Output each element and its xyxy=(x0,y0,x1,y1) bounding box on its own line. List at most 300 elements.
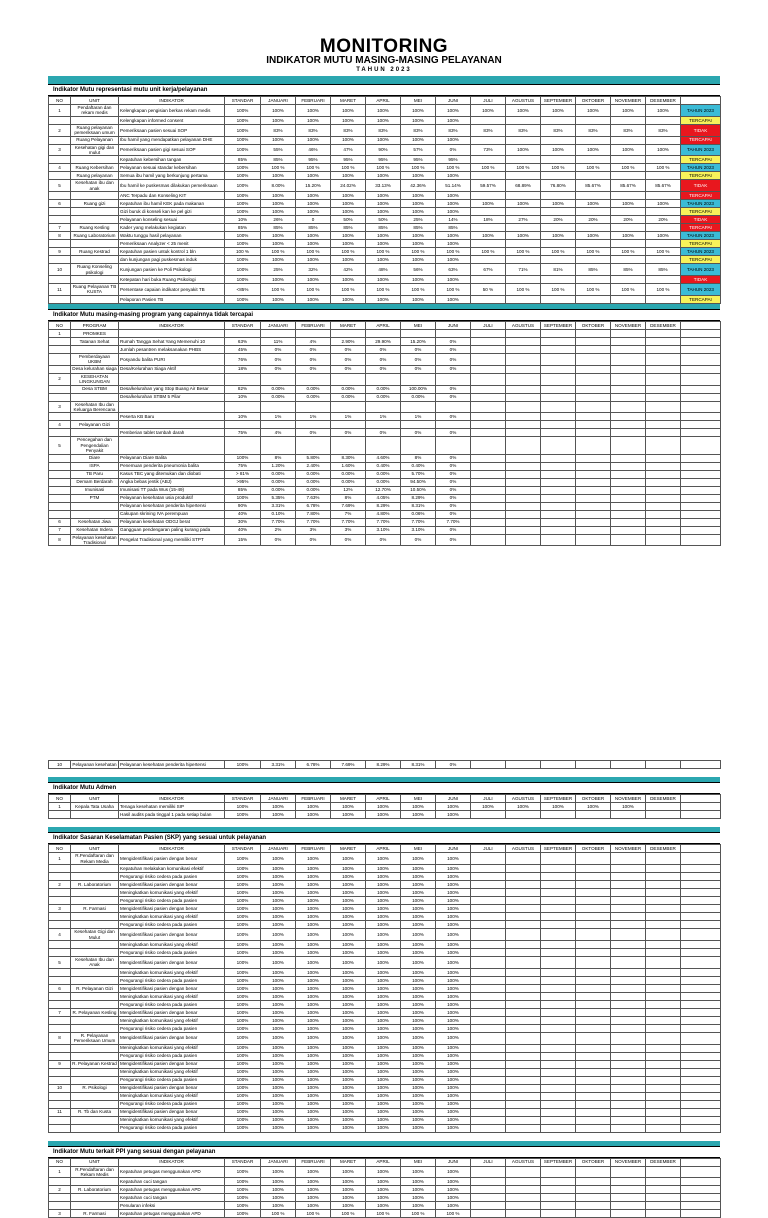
cell-month-value: 100% xyxy=(401,873,436,881)
cell-month-value: 0% xyxy=(366,365,401,373)
cell-month-value xyxy=(541,1084,576,1092)
cell-month-value xyxy=(471,437,506,454)
cell-unit xyxy=(71,1202,119,1210)
cell-month-value: 100% xyxy=(366,984,401,992)
cell-unit: R. Pelayanan Gizi xyxy=(71,984,119,992)
cell-month-value: 100% xyxy=(261,1100,296,1108)
cell-month-value: 100% xyxy=(366,992,401,1000)
cell-month-value: 100% xyxy=(576,200,611,208)
cell-month-value xyxy=(541,905,576,913)
cell-month-value: 100% xyxy=(436,968,471,976)
cell-month-value: 0.00% xyxy=(296,385,331,393)
cell-month-value: 100% xyxy=(436,240,471,248)
cell-month-value xyxy=(611,921,646,929)
cell-month-value: 100% xyxy=(331,1008,366,1016)
cell-month-value xyxy=(576,136,611,144)
status-badge xyxy=(681,385,721,393)
cell-month-value xyxy=(541,454,576,462)
table-row xyxy=(49,803,721,811)
cell-month-value: 100% xyxy=(296,1084,331,1092)
cell-month-value: 100 % xyxy=(541,164,576,172)
col-header-month: APRIL xyxy=(366,97,401,105)
table-row xyxy=(49,534,721,546)
cell-month-value xyxy=(646,853,681,865)
table-row xyxy=(49,385,721,393)
cell-unit xyxy=(71,811,119,819)
cell-month-value: 100% xyxy=(296,1166,331,1178)
cell-indikator xyxy=(119,373,225,385)
table-row xyxy=(49,365,721,373)
cell-month-value: 100% xyxy=(436,1194,471,1202)
cell-month-value: 8.00% xyxy=(261,180,296,192)
cell-month-value: 100% xyxy=(296,897,331,905)
cell-standar xyxy=(225,421,261,429)
cell-month-value: 100% xyxy=(401,865,436,873)
cell-unit xyxy=(71,216,119,224)
cell-month-value xyxy=(576,865,611,873)
cell-indikator: Hasil audits pada tinggal 1 pada setiap bulan xyxy=(119,811,225,819)
cell-month-value: 100% xyxy=(331,192,366,200)
cell-standar: 100% xyxy=(225,105,261,117)
cell-month-value: 100% xyxy=(296,105,331,117)
cell-month-value: 100% xyxy=(576,105,611,117)
cell-no xyxy=(49,413,71,421)
cell-month-value: 100% xyxy=(366,1008,401,1016)
cell-month-value: 0% xyxy=(436,494,471,502)
cell-standar: 76% xyxy=(225,353,261,365)
cell-month-value xyxy=(611,276,646,284)
cell-month-value: 100% xyxy=(366,116,401,124)
cell-month-value: 100% xyxy=(611,105,646,117)
cell-month-value: 4% xyxy=(261,429,296,437)
cell-month-value: 100 % xyxy=(366,284,401,296)
cell-month-value: 100% xyxy=(296,940,331,948)
cell-standar: 85% xyxy=(225,486,261,494)
cell-unit xyxy=(71,1052,119,1060)
cell-month-value xyxy=(506,1068,541,1076)
cell-month-value xyxy=(611,224,646,232)
cell-indikator: Desa/kelurahan STBM 5 Pilar xyxy=(119,393,225,401)
cell-month-value: 100% xyxy=(331,1000,366,1008)
status-badge xyxy=(681,329,721,337)
col-header-month: DESEMBER xyxy=(646,795,681,803)
cell-month-value xyxy=(541,976,576,984)
cell-unit xyxy=(71,873,119,881)
cell-month-value xyxy=(541,502,576,510)
cell-month-value: 3.10% xyxy=(401,526,436,534)
cell-month-value: 100% xyxy=(436,105,471,117)
table-row xyxy=(49,1024,721,1032)
cell-prog xyxy=(71,413,119,421)
cell-month-value: 0% xyxy=(331,353,366,365)
status-badge xyxy=(681,1076,721,1084)
cell-month-value xyxy=(506,865,541,873)
cell-month-value: 100% xyxy=(366,240,401,248)
cell-month-value xyxy=(506,345,541,353)
cell-standar: 100% xyxy=(225,1186,261,1194)
cell-month-value xyxy=(541,240,576,248)
table-row xyxy=(49,295,721,303)
cell-month-value: 100% xyxy=(366,1076,401,1084)
cell-indikator: Pelayanan kesehatan penderita hipertensi xyxy=(119,761,225,769)
cell-month-value xyxy=(541,413,576,421)
cell-month-value: 100% xyxy=(296,256,331,264)
cell-month-value: 8.29% xyxy=(401,494,436,502)
cell-month-value xyxy=(471,1100,506,1108)
cell-month-value xyxy=(506,429,541,437)
cell-month-value: 100% xyxy=(331,889,366,897)
cell-month-value: 18% xyxy=(471,216,506,224)
cell-month-value: 83% xyxy=(261,124,296,136)
cell-indikator: Ibu hamil ke puskesmas dilakukan pemeriksaan xyxy=(119,180,225,192)
cell-unit xyxy=(71,1100,119,1108)
table-row xyxy=(49,518,721,526)
cell-month-value xyxy=(471,1044,506,1052)
col-header-month: JUNI xyxy=(436,845,471,853)
cell-month-value xyxy=(471,1202,506,1210)
status-badge xyxy=(681,345,721,353)
table-row xyxy=(49,105,721,117)
cell-month-value: 0.00% xyxy=(331,478,366,486)
cell-month-value: 100% xyxy=(296,1024,331,1032)
cell-month-value: 95% xyxy=(366,156,401,164)
cell-month-value: 100% xyxy=(296,984,331,992)
cell-month-value: 100% xyxy=(296,192,331,200)
cell-unit xyxy=(71,240,119,248)
cell-indikator: Desa/kelurahan yang Stop Buang Air Besar xyxy=(119,385,225,393)
cell-month-value xyxy=(296,421,331,429)
cell-month-value: 0.10% xyxy=(261,510,296,518)
cell-month-value xyxy=(646,502,681,510)
cell-month-value: 85% xyxy=(296,224,331,232)
cell-month-value: 0% xyxy=(401,365,436,373)
cell-month-value: 100% xyxy=(331,1100,366,1108)
cell-month-value xyxy=(471,208,506,216)
cell-month-value xyxy=(541,429,576,437)
col-header-month: AGUSTUS xyxy=(506,97,541,105)
cell-month-value xyxy=(611,976,646,984)
cell-standar: 100% xyxy=(225,1024,261,1032)
cell-month-value: 0% xyxy=(436,478,471,486)
cell-month-value: 100% xyxy=(331,1202,366,1210)
cell-month-value xyxy=(506,976,541,984)
cell-month-value: 100% xyxy=(296,948,331,956)
cell-month-value xyxy=(576,1016,611,1024)
col-header-month: OKTOBER xyxy=(576,321,611,329)
cell-month-value: 100% xyxy=(261,192,296,200)
cell-standar: 100% xyxy=(225,1100,261,1108)
cell-indikator: Meningkatkan komunikasi yang efektif xyxy=(119,968,225,976)
cell-month-value: 7.70% xyxy=(331,518,366,526)
cell-month-value xyxy=(541,1202,576,1210)
cell-month-value xyxy=(646,385,681,393)
cell-indikator: Gangguan pendengaran paling kurang pada xyxy=(119,526,225,534)
cell-month-value xyxy=(646,1068,681,1076)
cell-month-value: 100% xyxy=(366,1100,401,1108)
section-title-skp: Indikator Sasaran Keselamatan Pasien (SKP) yang sesuai untuk pelayanan xyxy=(48,832,720,844)
cell-indikator: Penularan infeksi xyxy=(119,1202,225,1210)
cell-month-value xyxy=(646,192,681,200)
cell-month-value: 100% xyxy=(401,172,436,180)
status-badge xyxy=(681,393,721,401)
cell-month-value: 100% xyxy=(366,232,401,240)
cell-standar: 100% xyxy=(225,992,261,1000)
cell-month-value: 100% xyxy=(506,803,541,811)
cell-month-value xyxy=(611,968,646,976)
cell-standar: 100% xyxy=(225,116,261,124)
cell-month-value: 100% xyxy=(401,295,436,303)
cell-month-value xyxy=(541,385,576,393)
cell-month-value: 100% xyxy=(436,1202,471,1210)
table-row xyxy=(49,240,721,248)
cell-month-value xyxy=(541,1044,576,1052)
status-badge xyxy=(681,897,721,905)
table-row xyxy=(49,526,721,534)
cell-month-value xyxy=(471,948,506,956)
cell-month-value xyxy=(646,889,681,897)
cell-month-value: 95% xyxy=(296,156,331,164)
cell-month-value: 0.00% xyxy=(401,393,436,401)
table-header-row xyxy=(49,321,721,329)
cell-month-value: 83% xyxy=(401,124,436,136)
cell-month-value: 26% xyxy=(261,216,296,224)
cell-prog: KESEHATAN LINGKUNGAN xyxy=(71,373,119,385)
cell-month-value: 100 % xyxy=(401,1210,436,1218)
cell-month-value: 83% xyxy=(576,124,611,136)
table-row xyxy=(49,248,721,256)
cell-no xyxy=(49,1052,71,1060)
cell-month-value: 100% xyxy=(261,853,296,865)
cell-no xyxy=(49,116,71,124)
cell-standar: 40% xyxy=(225,526,261,534)
table-row xyxy=(49,421,721,429)
cell-month-value: 100% xyxy=(331,956,366,968)
cell-standar: 100% xyxy=(225,1052,261,1060)
status-badge: TERCAPAI xyxy=(681,192,721,200)
cell-month-value xyxy=(471,329,506,337)
cell-month-value xyxy=(541,1068,576,1076)
cell-no: 11 xyxy=(49,1108,71,1116)
cell-month-value: 100% xyxy=(366,1060,401,1068)
status-badge xyxy=(681,1166,721,1178)
cell-month-value xyxy=(471,486,506,494)
cell-month-value: 100% xyxy=(296,1016,331,1024)
cell-month-value: 100% xyxy=(401,1178,436,1186)
cell-month-value xyxy=(471,172,506,180)
table-row xyxy=(49,905,721,913)
cell-month-value: 100% xyxy=(331,1068,366,1076)
cell-indikator: Tenaga kesehatan memiliki SIP xyxy=(119,803,225,811)
cell-no: 8 xyxy=(49,1032,71,1044)
cell-month-value xyxy=(646,992,681,1000)
cell-standar: 100% xyxy=(225,803,261,811)
cell-indikator xyxy=(119,421,225,429)
status-badge xyxy=(681,1016,721,1024)
cell-month-value: 0% xyxy=(366,429,401,437)
cell-month-value: 0.00% xyxy=(261,478,296,486)
table-row xyxy=(49,116,721,124)
cell-month-value xyxy=(576,256,611,264)
cell-indikator: Pengurangi risiko cedera pada pasien xyxy=(119,897,225,905)
cell-no xyxy=(49,240,71,248)
cell-indikator: Mengidentifikasi pasien dengan benar xyxy=(119,1060,225,1068)
cell-month-value: 100% xyxy=(261,232,296,240)
col-header-month: DESEMBER xyxy=(646,321,681,329)
cell-month-value xyxy=(646,1178,681,1186)
cell-no xyxy=(49,913,71,921)
cell-month-value: 100% xyxy=(401,200,436,208)
cell-month-value: 100% xyxy=(331,1060,366,1068)
cell-no: 2 xyxy=(49,1186,71,1194)
status-badge: TERCAPAI xyxy=(681,136,721,144)
col-header-month: OKTOBER xyxy=(576,845,611,853)
cell-indikator: Desa/Kelurahan Siaga Aktif xyxy=(119,365,225,373)
cell-month-value: 0.00% xyxy=(261,393,296,401)
cell-month-value: 100% xyxy=(296,172,331,180)
cell-month-value: 100 % xyxy=(576,164,611,172)
page-title: MONITORING xyxy=(319,36,449,57)
cell-month-value xyxy=(646,224,681,232)
cell-month-value xyxy=(366,421,401,429)
col-header-month: OKTOBER xyxy=(576,795,611,803)
cell-month-value: 100% xyxy=(261,811,296,819)
cell-indikator: Pelayanan kesehatan penderita hipertensi xyxy=(119,502,225,510)
cell-month-value xyxy=(611,1108,646,1116)
page-subtitle: INDIKATOR MUTU MASING-MASING PELAYANAN xyxy=(266,55,502,66)
cell-month-value: 85% xyxy=(261,156,296,164)
cell-month-value xyxy=(576,1124,611,1132)
cell-indikator: Mengidentifikasi pasien dengan benar xyxy=(119,929,225,941)
cell-month-value xyxy=(541,1016,576,1024)
cell-month-value xyxy=(576,1100,611,1108)
cell-month-value xyxy=(296,437,331,454)
cell-no xyxy=(49,429,71,437)
cell-month-value: 100% xyxy=(436,881,471,889)
table-row xyxy=(49,761,721,769)
cell-month-value xyxy=(331,329,366,337)
cell-month-value xyxy=(471,761,506,769)
table-row xyxy=(49,1068,721,1076)
cell-month-value: 100% xyxy=(366,865,401,873)
cell-unit: Pendaftaran dan rekam medis xyxy=(71,105,119,117)
cell-month-value: 100% xyxy=(261,968,296,976)
cell-indikator: Pelayanan kesehatan ODGJ berat xyxy=(119,518,225,526)
cell-month-value: 0% xyxy=(436,502,471,510)
cell-month-value: 100% xyxy=(296,992,331,1000)
cell-indikator: Angka bebas jentik (ABJ) xyxy=(119,478,225,486)
cell-standar: 100% xyxy=(225,984,261,992)
cell-month-value: 100% xyxy=(401,1084,436,1092)
cell-month-value: 100% xyxy=(401,1060,436,1068)
cell-month-value: 100% xyxy=(331,897,366,905)
status-badge xyxy=(681,1202,721,1210)
cell-month-value xyxy=(611,534,646,546)
cell-month-value xyxy=(506,897,541,905)
cell-month-value: 48% xyxy=(366,264,401,276)
cell-month-value: 0.00% xyxy=(331,393,366,401)
cell-month-value: 63% xyxy=(436,264,471,276)
cell-month-value: 100% xyxy=(436,1008,471,1016)
cell-no: 6 xyxy=(49,984,71,992)
col-header-month: SEPTEMBER xyxy=(541,321,576,329)
cell-indikator: Pelayanan konseling sesuai xyxy=(119,216,225,224)
cell-prog xyxy=(71,393,119,401)
cell-standar: 30% xyxy=(225,518,261,526)
status-badge xyxy=(681,462,721,470)
cell-month-value xyxy=(506,992,541,1000)
cell-month-value: 0% xyxy=(296,345,331,353)
cell-month-value: 0% xyxy=(436,526,471,534)
cell-prog: Pelayanan kesehatan xyxy=(72,762,117,768)
cell-month-value: 100% xyxy=(261,1052,296,1060)
cell-month-value: 100% xyxy=(611,803,646,811)
table-row xyxy=(49,1186,721,1194)
cell-standar: 10% xyxy=(225,413,261,421)
cell-standar: 100% xyxy=(225,136,261,144)
table-row xyxy=(49,1178,721,1186)
cell-month-value xyxy=(506,1052,541,1060)
cell-standar: 100% xyxy=(225,144,261,156)
table-row xyxy=(49,345,721,353)
cell-month-value: 100% xyxy=(331,1016,366,1024)
cell-no xyxy=(49,811,71,819)
cell-month-value: 100% xyxy=(331,256,366,264)
cell-month-value xyxy=(576,905,611,913)
cell-prog: Pelayanan kesehatan Tradisional xyxy=(72,534,117,545)
cell-month-value: 100% xyxy=(401,913,436,921)
cell-unit xyxy=(71,1000,119,1008)
cell-month-value: 11% xyxy=(261,337,296,345)
cell-standar: 100% xyxy=(225,1068,261,1076)
cell-month-value: 100% xyxy=(366,1108,401,1116)
cell-month-value: 100% xyxy=(296,295,331,303)
cell-standar: 100% xyxy=(225,921,261,929)
cell-month-value xyxy=(576,929,611,941)
cell-month-value xyxy=(646,940,681,948)
status-badge xyxy=(681,984,721,992)
cell-month-value: 57% xyxy=(401,144,436,156)
cell-month-value: 100% xyxy=(401,968,436,976)
cell-month-value: 100% xyxy=(401,1068,436,1076)
col-header-month: FEBRUARI xyxy=(296,321,331,329)
table-row xyxy=(49,921,721,929)
cell-standar: 100% xyxy=(225,889,261,897)
col-header-month: JUNI xyxy=(436,795,471,803)
cell-month-value xyxy=(576,1068,611,1076)
col-header-month: SEPTEMBER xyxy=(541,845,576,853)
cell-no xyxy=(49,865,71,873)
cell-standar: 100 % xyxy=(225,248,261,256)
cell-month-value: 100% xyxy=(471,105,506,117)
cell-no xyxy=(49,156,71,164)
cell-no: 7 xyxy=(49,224,71,232)
cell-month-value xyxy=(506,486,541,494)
cell-month-value: 100% xyxy=(331,1044,366,1052)
cell-indikator: Mengidentifikasi pasien dengan benar xyxy=(119,1008,225,1016)
cell-month-value xyxy=(506,853,541,865)
col-header-month: DESEMBER xyxy=(646,97,681,105)
cell-month-value xyxy=(471,913,506,921)
cell-month-value: 100% xyxy=(366,803,401,811)
col-header-month: MARET xyxy=(331,97,366,105)
col-header-unit: UNIT xyxy=(71,845,119,853)
cell-month-value: 100 % xyxy=(471,248,506,256)
cell-month-value xyxy=(261,329,296,337)
cell-month-value: 100% xyxy=(296,929,331,941)
cell-month-value xyxy=(541,1024,576,1032)
cell-month-value: 100 % xyxy=(436,284,471,296)
cell-prog: Pencegahan dan Pengendalian Penyakit xyxy=(71,437,119,454)
